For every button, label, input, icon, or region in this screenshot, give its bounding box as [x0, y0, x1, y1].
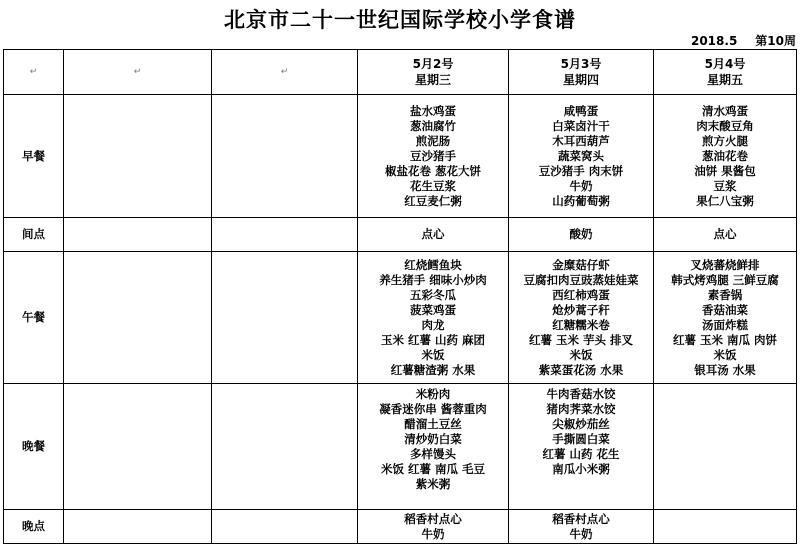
day-date: 5月2号	[412, 57, 454, 71]
header-empty-cell: ↵	[212, 50, 358, 95]
menu-item: 尖椒炒茄丝	[552, 417, 610, 431]
menu-item: 香菇油菜	[702, 302, 748, 317]
dinner-day-1	[509, 384, 654, 510]
empty-cell	[64, 384, 212, 510]
day-header-1	[509, 50, 654, 95]
menu-item: 红糖糯米卷	[552, 317, 610, 332]
menu-item: 白菜卤汁干	[552, 118, 610, 133]
day-date: 5月3号	[560, 57, 602, 71]
menu-item: 紫米粥	[415, 477, 451, 491]
menu-item: 点心	[713, 227, 737, 241]
meal-label-late-snack: 晚点	[4, 510, 64, 544]
meal-label-dinner: 晚餐	[4, 384, 64, 510]
menu-item: 银耳汤 水果	[694, 362, 756, 377]
menu-item: 牛肉香菇水饺	[546, 387, 616, 401]
late-snack-row	[4, 510, 797, 544]
menu-item: 蔬菜窝头	[558, 148, 604, 163]
menu-item: 玉米 红薯 山药 麻团	[380, 332, 485, 347]
menu-item: 米饭	[421, 347, 445, 362]
empty-cell	[64, 510, 212, 544]
menu-item: 咸鸭蛋	[563, 103, 599, 118]
empty-cell	[212, 218, 358, 252]
day-header-0	[358, 50, 509, 95]
menu-item: 南瓜小米粥	[552, 462, 610, 476]
header-row	[4, 50, 797, 95]
menu-item: 红豆麦仁粥	[404, 193, 462, 208]
meal-label-breakfast: 早餐	[4, 95, 64, 218]
date-week-info	[673, 32, 796, 49]
menu-item: 素香锅	[707, 287, 743, 302]
menu-week: 第10周	[755, 34, 796, 48]
empty-cell	[64, 218, 212, 252]
menu-item: 葱油腐竹	[410, 118, 456, 133]
late-snack-day-2	[654, 510, 797, 544]
menu-item: 煎方火腿	[702, 133, 748, 148]
menu-item: 牛奶	[421, 526, 445, 541]
menu-item: 豆沙猪手	[410, 148, 456, 163]
lunch-day-2	[654, 252, 797, 384]
empty-cell	[212, 95, 358, 218]
menu-item: 红薯 山药 花生	[542, 447, 620, 461]
menu-item: 叉烧蕃烧鲜排	[690, 257, 760, 272]
lunch-day-1	[509, 252, 654, 384]
day-date: 5月4号	[704, 57, 746, 71]
menu-item: 养生猪手 细味小炒肉	[379, 272, 487, 287]
menu-item: 肉末酸豆角	[696, 118, 754, 133]
menu-item: 椒盐花卷 葱花大饼	[384, 163, 481, 178]
menu-item: 豆沙猪手 肉末饼	[538, 163, 624, 178]
empty-cell	[212, 252, 358, 384]
menu-item: 红烧鳕鱼块	[404, 257, 462, 272]
empty-cell	[64, 95, 212, 218]
menu-item: 五彩冬瓜	[410, 287, 456, 302]
menu-item: 清炒奶白菜	[404, 432, 462, 446]
menu-item: 豆腐扣肉豆豉蒸娃娃菜	[523, 272, 639, 287]
header-empty-cell: ↵	[64, 50, 212, 95]
snack-day-1	[509, 218, 654, 252]
menu-table	[3, 49, 797, 544]
menu-item: 金糜菇仔虾	[552, 257, 610, 272]
menu-item: 酸奶	[569, 227, 593, 241]
menu-date: 2018.5	[690, 34, 738, 48]
empty-cell	[212, 510, 358, 544]
menu-item: 米饭	[713, 347, 737, 362]
menu-item: 凝香迷你串 酱蓉重肉	[379, 402, 487, 416]
snack-day-0	[358, 218, 509, 252]
menu-item: 醋溜土豆丝	[404, 417, 462, 431]
menu-item: 猪肉荠菜水饺	[546, 402, 616, 416]
breakfast-day-1	[509, 95, 654, 218]
menu-item: 点心	[421, 227, 445, 241]
snack-day-2	[654, 218, 797, 252]
menu-item: 稻香村点心	[552, 511, 610, 526]
menu-item: 炝炒蒿子秆	[552, 302, 610, 317]
menu-item: 葱油花卷	[702, 148, 748, 163]
empty-cell	[64, 252, 212, 384]
menu-item: 汤面炸糕	[702, 317, 748, 332]
lunch-day-0	[358, 252, 509, 384]
menu-item: 果仁八宝粥	[696, 193, 754, 208]
menu-item: 牛奶	[569, 526, 593, 541]
menu-item: 紫菜蛋花汤 水果	[538, 362, 624, 377]
menu-item: 米饭	[569, 347, 593, 362]
menu-item: 煎泥肠	[415, 133, 451, 148]
menu-item: 多样馒头	[410, 447, 456, 461]
menu-item: 豆浆	[713, 178, 737, 193]
menu-item: 西红柿鸡蛋	[552, 287, 610, 302]
lunch-row	[4, 252, 797, 384]
menu-item: 菠菜鸡蛋	[410, 302, 456, 317]
breakfast-row	[4, 95, 797, 218]
menu-item: 红薯 玉米 南瓜 肉饼	[672, 332, 777, 347]
meal-label-snack: 间点	[4, 218, 64, 252]
menu-item: 花生豆浆	[410, 178, 456, 193]
menu-item: 牛奶	[569, 178, 593, 193]
late-snack-day-0	[358, 510, 509, 544]
menu-item: 稻香村点心	[404, 511, 462, 526]
meal-label-lunch: 午餐	[4, 252, 64, 384]
breakfast-day-0	[358, 95, 509, 218]
snack-row	[4, 218, 797, 252]
page-title: 北京市二十一世纪国际学校小学食谱	[224, 7, 576, 32]
menu-item: 盐水鸡蛋	[410, 103, 456, 118]
day-weekday: 星期三	[414, 73, 451, 87]
header-corner-cell: ↵	[4, 50, 64, 95]
menu-item: 手撕圆白菜	[552, 432, 610, 446]
menu-item: 油饼 果酱包	[694, 163, 756, 178]
late-snack-day-1	[509, 510, 654, 544]
breakfast-day-2	[654, 95, 797, 218]
menu-item: 山药葡萄粥	[552, 193, 610, 208]
menu-item: 肉龙	[421, 317, 445, 332]
dinner-row	[4, 384, 797, 510]
menu-item: 红薯糖渣粥 水果	[390, 362, 476, 377]
menu-item: 木耳西葫芦	[552, 133, 610, 148]
menu-item: 韩式烤鸡腿 三鲜豆腐	[671, 272, 779, 287]
day-weekday: 星期四	[562, 73, 599, 87]
day-header-2	[654, 50, 797, 95]
dinner-day-0	[358, 384, 509, 510]
day-weekday: 星期五	[706, 73, 743, 87]
menu-item: 红薯 玉米 芋头 排叉	[528, 332, 633, 347]
empty-cell	[212, 384, 358, 510]
menu-item: 米粉肉	[415, 387, 451, 401]
menu-item: 米饭 红薯 南瓜 毛豆	[380, 462, 485, 476]
dinner-day-2	[654, 384, 797, 510]
menu-item: 清水鸡蛋	[702, 103, 748, 118]
